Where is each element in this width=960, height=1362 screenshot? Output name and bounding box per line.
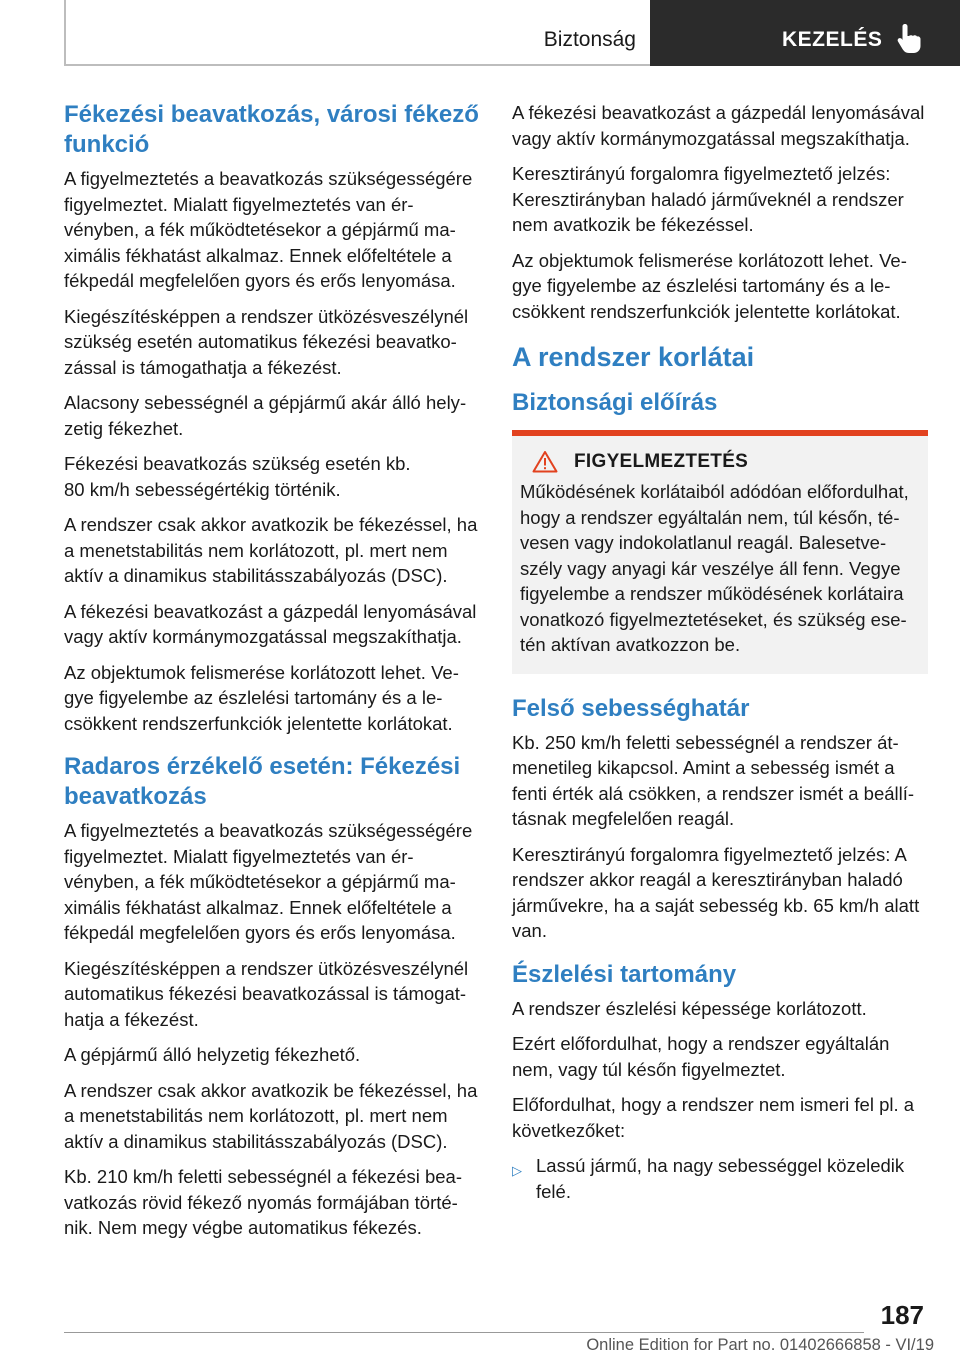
heading-speed-limit: Felső sebességhatár (512, 694, 750, 722)
paragraph: A fékezési beavatkozást a gázpedál lenyomásával vagy aktív kormánymozgatással megszakíthatja. (64, 600, 477, 647)
footer-edition: Online Edition for Part no. 01402666858 - VI/19 (586, 1336, 934, 1354)
paragraph: A rendszer csak akkor avatkozik be fékezéssel, ha a menetstabilitás nem korlátozott, pl. mert nem aktív a dinamikus stabilitásszabályozás (DSC). (64, 1079, 478, 1152)
heading-system-limits: A rendszer korlátai (512, 342, 755, 372)
warning-box (512, 430, 928, 674)
paragraph: Alacsony sebességnél a gépjármű akár álló helyzetig fékezhet. (64, 392, 467, 439)
paragraph: A figyelmeztetés a beavatkozás szükségességére figyelmeztet. Mialatt figyelmeztetés van érvényben, a fék működtetésekor a gépjármű maximális fékhatást alkalmaz. Ennek előfeltétele a fékpedál megfelelően gyors és erős lenyomása. (64, 168, 473, 291)
paragraph: Az objektumok felismerése korlátozott lehet. Vegye figyelembe az észlelési tartomány és a lecsökkent rendszerfunkciók jelentette korlátokat. (512, 249, 907, 322)
paragraph-line: Fékezési beavatkozás szükség esetén kb. (64, 453, 411, 474)
list-item-text: Lassú jármű, ha nagy sebességgel közeledik felé. (536, 1155, 905, 1202)
heading-safety-note: Biztonsági előírás (512, 389, 718, 416)
warning-title: FIGYELMEZTETÉS (574, 450, 749, 472)
paragraph: Előfordulhat, hogy a rendszer nem ismeri fel pl. a következőket: (512, 1094, 915, 1141)
paragraph: A figyelmeztetés a beavatkozás szükségességére figyelmeztet. Mialatt figyelmeztetés van érvényben, a fék működtetésekor a gépjármű maximális fékhatást alkalmaz. Ennek előfeltétele a fékpedál megfelelően gyors és erős lenyomása. (64, 820, 473, 943)
paragraph: Kiegészítésképpen a rendszer ütközésveszélynél szükség esetén automatikus fékezési beavatkozással is támogathatja a fékezést. (64, 305, 469, 378)
warning-header (532, 450, 922, 473)
heading-detection-range: Észlelési tartomány (512, 960, 737, 988)
paragraph: A rendszer csak akkor avatkozik be fékezéssel, ha a menetstabilitás nem korlátozott, pl. mert nem aktív a dinamikus stabilitásszabályozás (DSC). (64, 514, 478, 586)
right-column (512, 100, 928, 1204)
paragraph: A gépjármű álló helyzetig fékezhető. (64, 1044, 361, 1065)
warning-triangle-icon (532, 450, 558, 473)
header-divider (64, 0, 66, 66)
page-number: 187 (880, 1300, 924, 1330)
left-column (64, 100, 480, 1251)
paragraph: Kb. 210 km/h feletti sebességnél a fékezési beavatkozás rövid fékező nyomás formájában történik. Nem megy végbe automatikus fékezés. (64, 1166, 462, 1238)
paragraph: Kb. 250 km/h feletti sebességnél a rendszer átmenetileg kikapcsol. Amint a sebesség ismét a fenti érték alá csökken, a rendszer ismét a beállításnak megfelelően reagál. (512, 731, 915, 829)
hand-pointer-icon (896, 22, 924, 54)
paragraph: Keresztirányú forgalomra figyelmeztető jelzés: Keresztirányban haladó járműveknél a rendszer nem avatkozik be fékezéssel. (512, 163, 904, 235)
paragraph (64, 451, 480, 502)
header-tab-label: KEZELÉS (782, 28, 883, 51)
header-bottom-rule (64, 64, 650, 66)
paragraph: Az objektumok felismerése korlátozott lehet. Vegye figyelembe az észlelési tartomány és a lecsökkent rendszerfunkciók jelentette korlátokat. (64, 661, 459, 734)
paragraph: A rendszer észlelési képessége korlátozott. (512, 997, 867, 1019)
heading-city-brake: Fékezési beavatkozás, városi fékező funkció (64, 101, 479, 158)
header-section-title: Biztonság (543, 28, 636, 51)
paragraph: Kiegészítésképpen a rendszer ütközésveszélynél automatikus fékezési beavatkozással is támogathatja a fékezést. (64, 957, 469, 1030)
footer-rule (64, 1332, 864, 1333)
list-item (512, 1153, 928, 1204)
heading-radar-brake: Radaros érzékelő esetén: Fékezési beavatkozás (64, 753, 461, 810)
paragraph: A fékezési beavatkozást a gázpedál lenyomásával vagy aktív kormánymozgatással megszakíthatja. (512, 102, 925, 149)
warning-text: Működésének korlátaiból adódóan előfordulhat, hogy a rendszer egyáltalán nem, túl későn, tévesen vagy indokolatlanul reagál. Balesetveszély vagy anyagi kár veszélye áll fenn. Vegye figyelembe a rendszer működésének korlátaira vonatkozó figyelmeztetéseket, és szükség esetén aktívan avatkozzon be. (520, 481, 909, 655)
paragraph-line: 80 km/h sebességértékig történik. (64, 478, 341, 500)
bullet-triangle-icon: ▷ (512, 1163, 522, 1178)
paragraph: Keresztirányú forgalomra figyelmeztető jelzés: A rendszer akkor reagál a keresztirányban haladó járművekre, ha a saját sebesség kb. 65 km/h alatt van. (512, 843, 920, 941)
paragraph: Ezért előfordulhat, hogy a rendszer egyáltalán nem, vagy túl későn figyelmeztet. (512, 1033, 890, 1080)
header-tab (650, 0, 960, 66)
